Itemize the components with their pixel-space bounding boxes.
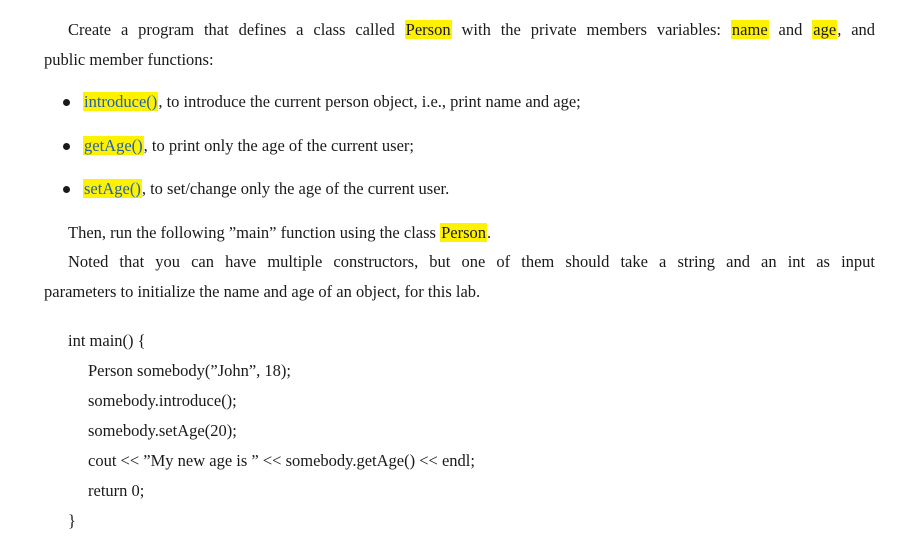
introduce-function-highlight: introduce() <box>84 92 158 111</box>
code-line-main: int main() { <box>68 331 146 350</box>
name-variable-highlight: name <box>731 20 768 39</box>
class-name-highlight: Person <box>405 20 451 39</box>
code-line-setage: somebody.setAge(20); <box>88 421 237 440</box>
intro-line-2: public member functions: <box>44 50 214 69</box>
getage-function-highlight: getAge() <box>84 136 143 155</box>
code-line-close-brace: } <box>68 511 76 530</box>
then-line <box>68 223 491 243</box>
intro-text-2: with the private members variables: <box>461 20 721 39</box>
noted-line-2: parameters to initialize the name and age of an object, for this lab. <box>44 282 481 301</box>
bullet-item-setage <box>83 179 449 199</box>
then-period: . <box>487 223 492 242</box>
intro-line-1 <box>68 20 875 40</box>
setage-function-highlight: setAge() <box>84 179 141 198</box>
intro-text-1: Create a program that defines a class called <box>68 20 395 39</box>
bullet-item-getage <box>83 136 414 156</box>
code-line-cout: cout << ”My new age is ” << somebody.getAge() << endl; <box>88 451 475 470</box>
code-line-return: return 0; <box>88 481 145 500</box>
intro-text-3: and <box>778 20 803 39</box>
then-text: Then, run the following ”main” function using the class <box>68 223 436 242</box>
age-variable-highlight: age <box>813 20 837 39</box>
intro-text-4: , and <box>837 20 876 39</box>
bullet-dot-icon <box>63 143 70 150</box>
code-line-constructor: Person somebody(”John”, 18); <box>88 361 292 380</box>
bullet-text-introduce: , to introduce the current person object, i.e., print name and age; <box>158 92 581 111</box>
bullet-text-setage: , to set/change only the age of the current user. <box>141 179 450 198</box>
bullet-item-introduce <box>83 92 581 112</box>
bullet-dot-icon <box>63 99 70 106</box>
class-name-highlight-2: Person <box>441 223 487 242</box>
noted-line-1: Noted that you can have multiple constructors, but one of them should take a string and an int as input <box>68 252 875 271</box>
bullet-text-getage: , to print only the age of the current user; <box>143 136 414 155</box>
bullet-dot-icon <box>63 186 70 193</box>
code-line-introduce: somebody.introduce(); <box>88 391 237 410</box>
